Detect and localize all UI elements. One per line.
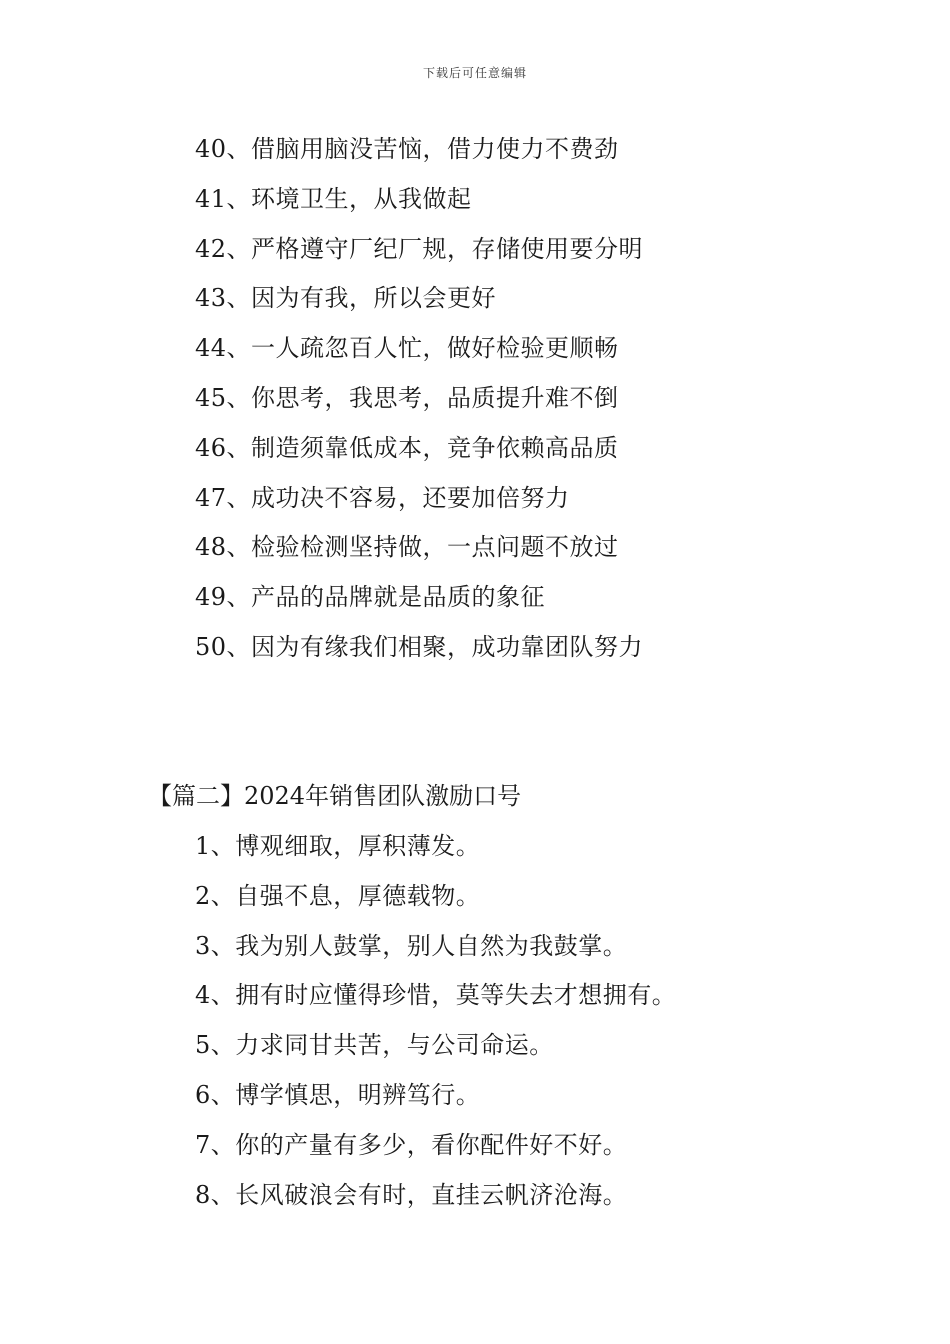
list-item: 5、力求同甘共苦，与公司命运。 [195, 1031, 554, 1060]
section-heading: 【篇二】2024年销售团队激励口号 [148, 782, 522, 810]
list-item: 40、借脑用脑没苦恼，借力使力不费劲 [195, 135, 619, 163]
list-item: 45、你思考，我思考，品质提升难不倒 [195, 383, 619, 412]
page-header: 下载后可任意编辑 [422, 66, 527, 80]
list-item: 46、制造须靠低成本，竞争依赖高品质 [195, 433, 619, 462]
list-item: 42、严格遵守厂纪厂规，存储使用要分明 [195, 234, 644, 263]
list-item: 7、你的产量有多少，看你配件好不好。 [195, 1130, 628, 1159]
slogan-list-part1 [195, 129, 643, 677]
list-item: 50、因为有缘我们相聚，成功靠团队努力 [195, 632, 644, 661]
list-item: 41、环境卫生，从我做起 [195, 184, 472, 213]
list-item: 43、因为有我，所以会更好 [195, 284, 497, 313]
list-item: 44、一人疏忽百人忙，做好检验更顺畅 [195, 334, 619, 363]
list-item: 2、自强不息，厚德载物。 [195, 881, 481, 910]
slogan-list-part2 [195, 826, 676, 1224]
list-item: 48、检验检测坚持做，一点问题不放过 [195, 533, 619, 562]
list-item: 3、我为别人鼓掌，别人自然为我鼓掌。 [195, 931, 628, 960]
list-item: 49、产品的品牌就是品质的象征 [195, 583, 546, 612]
list-item: 8、长风破浪会有时，直挂云帆济沧海。 [195, 1180, 628, 1209]
list-item: 47、成功决不容易，还要加倍努力 [195, 483, 570, 512]
list-item: 4、拥有时应懂得珍惜，莫等失去才想拥有。 [195, 981, 677, 1010]
list-item: 1、博观细取，厚积薄发。 [195, 832, 481, 860]
list-item: 6、博学慎思，明辨笃行。 [195, 1080, 481, 1109]
